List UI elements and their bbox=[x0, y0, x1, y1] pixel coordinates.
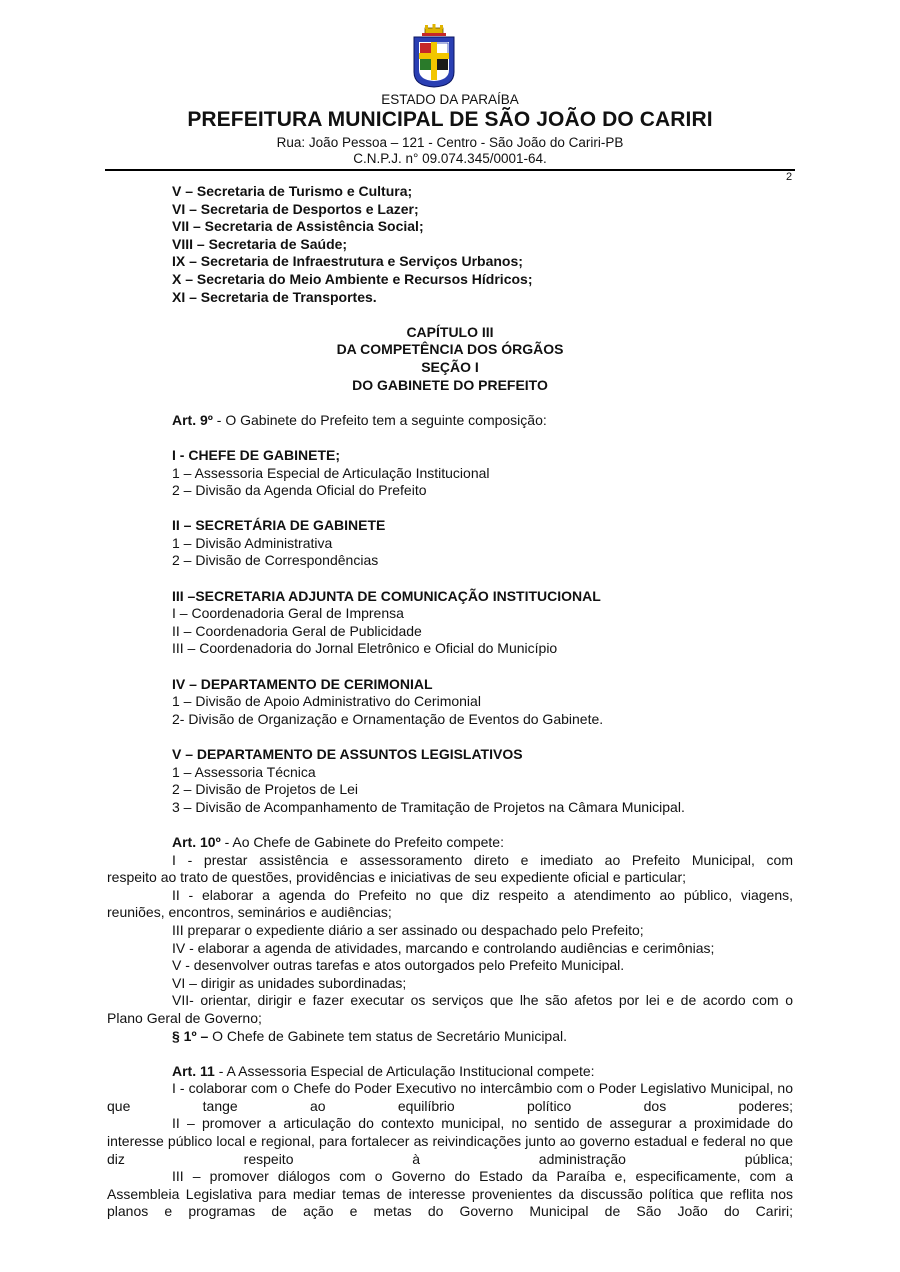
article-11-item-1: I - colaborar com o Chefe do Poder Executivo no intercâmbio com o Poder Legislativo Municipal, no que tange ao equilíbrio político dos poderes; bbox=[107, 1080, 793, 1114]
secretaria-item: V – Secretaria de Turismo e Cultura; bbox=[172, 183, 413, 199]
article-10-paragraph bbox=[107, 1028, 793, 1046]
address: Rua: João Pessoa – 121 - Centro - São João do Cariri-PB bbox=[276, 135, 624, 150]
group-title: IV – DEPARTAMENTO DE CERIMONIAL bbox=[172, 675, 433, 692]
secretaria-item: IX – Secretaria de Infraestrutura e Serviços Urbanos; bbox=[172, 253, 523, 270]
page-number: 2 bbox=[786, 171, 793, 183]
group-title: V – DEPARTAMENTO DE ASSUNTOS LEGISLATIVOS bbox=[172, 746, 523, 762]
group-item: 2 – Divisão de Correspondências bbox=[172, 552, 379, 569]
article-10-item-4: IV - elaborar a agenda de atividades, marcando e controlando audiências e cerimônias; bbox=[172, 939, 715, 956]
group-item: 2- Divisão de Organização e Ornamentação de Eventos do Gabinete. bbox=[172, 710, 604, 727]
paragraph-label: § 1º – bbox=[172, 1027, 209, 1044]
document-body bbox=[107, 183, 793, 1221]
article-10-item-3: III preparar o expediente diário a ser assinado ou despachado pelo Prefeito; bbox=[172, 921, 644, 938]
article-10 bbox=[107, 834, 793, 852]
article-label: Art. 11 bbox=[172, 1062, 215, 1079]
paragraph-text: O Chefe de Gabinete tem status de Secretário Municipal. bbox=[208, 1027, 568, 1044]
group-item: 3 – Divisão de Acompanhamento de Tramitação de Projetos na Câmara Municipal. bbox=[172, 798, 685, 815]
group-item: 2 – Divisão de Projetos de Lei bbox=[172, 781, 358, 798]
article-text: - Ao Chefe de Gabinete do Prefeito compete: bbox=[220, 833, 504, 850]
secretaria-item: X – Secretaria do Meio Ambiente e Recursos Hídricos; bbox=[172, 270, 533, 287]
group-title: III –SECRETARIA ADJUNTA DE COMUNICAÇÃO INSTITUCIONAL bbox=[172, 587, 601, 604]
section-subtitle: DO GABINETE DO PREFEITO bbox=[352, 376, 548, 393]
article-10-item-7a: VII- orientar, dirigir e fazer executar os serviços que lhe são afetos por lei e de acordo com o bbox=[172, 992, 793, 1009]
header-divider bbox=[105, 169, 795, 171]
section-title: SEÇÃO I bbox=[421, 358, 479, 375]
article-10-item-7b: Plano Geral de Governo; bbox=[107, 1009, 262, 1026]
group-item: 1 – Divisão Administrativa bbox=[172, 534, 333, 551]
secretaria-item: VII – Secretaria de Assistência Social; bbox=[172, 218, 424, 235]
group-item: II – Coordenadoria Geral de Publicidade bbox=[172, 622, 422, 639]
group-item: 2 – Divisão da Agenda Oficial do Prefeito bbox=[172, 482, 427, 499]
article-11-item-3: III – promover diálogos com o Governo do Estado da Paraíba e, especificamente, com a Assembleia Legislativa para mediar temas de interesse provenientes da discussão política que reflita nos planos e programas de ação e metas do Governo Municipal de São João do Cariri; bbox=[107, 1168, 793, 1220]
group-item: 1 – Assessoria Especial de Articulação Institucional bbox=[172, 464, 490, 481]
state-name: ESTADO DA PARAÍBA bbox=[381, 92, 519, 107]
chapter-subtitle: DA COMPETÊNCIA DOS ÓRGÃOS bbox=[336, 341, 564, 358]
article-10-item-1b: respeito ao trato de questões, providências e iniciativas de seu expediente oficial e particular; bbox=[107, 869, 687, 886]
secretaria-item: XI – Secretaria de Transportes. bbox=[172, 288, 377, 305]
article-10-item-6: VI – dirigir as unidades subordinadas; bbox=[172, 974, 407, 991]
article-11 bbox=[107, 1063, 793, 1081]
secretaria-item: VIII – Secretaria de Saúde; bbox=[172, 235, 348, 252]
group-title: I - CHEFE DE GABINETE; bbox=[172, 446, 341, 463]
article-text: - O Gabinete do Prefeito tem a seguinte composição: bbox=[212, 411, 547, 428]
group-item: III – Coordenadoria do Jornal Eletrônico e Oficial do Município bbox=[172, 640, 558, 657]
article-11-item-2: II – promover a articulação do contexto municipal, no sentido de assegurar a proximidade do interesse público local e regional, para fortalecer as reivindicações junto ao governo estadual e federal no que diz respeito à administração pública; bbox=[107, 1115, 793, 1167]
article-10-item-2b: reuniões, encontros, seminários e audiências; bbox=[107, 904, 392, 921]
article-label: Art. 10º bbox=[172, 833, 221, 850]
municipal-coat-of-arms-icon bbox=[410, 24, 458, 88]
secretaria-item: VI – Secretaria de Desportos e Lazer; bbox=[172, 200, 419, 217]
article-10-item-5: V - desenvolver outras tarefas e atos outorgados pelo Prefeito Municipal. bbox=[172, 957, 625, 974]
municipality-name: PREFEITURA MUNICIPAL DE SÃO JOÃO DO CARIRI bbox=[187, 108, 713, 131]
group-item: I – Coordenadoria Geral de Imprensa bbox=[172, 605, 404, 622]
group-item: 1 – Divisão de Apoio Administrativo do Cerimonial bbox=[172, 693, 481, 710]
article-10-item-1a: I - prestar assistência e assessoramento direto e imediato ao Prefeito Municipal, com bbox=[172, 851, 793, 868]
cnpj: C.N.P.J. n° 09.074.345/0001-64. bbox=[353, 151, 547, 166]
chapter-title: CAPÍTULO III bbox=[406, 323, 494, 340]
group-item: 1 – Assessoria Técnica bbox=[172, 763, 316, 780]
article-10-item-2a: II - elaborar a agenda do Prefeito no que diz respeito a atendimento ao público, viagens, bbox=[172, 886, 793, 903]
article-label: Art. 9º bbox=[172, 411, 213, 428]
article-9 bbox=[107, 412, 793, 430]
group-title: II – SECRETÁRIA DE GABINETE bbox=[172, 517, 386, 534]
article-text: - A Assessoria Especial de Articulação Institucional compete: bbox=[214, 1062, 595, 1079]
